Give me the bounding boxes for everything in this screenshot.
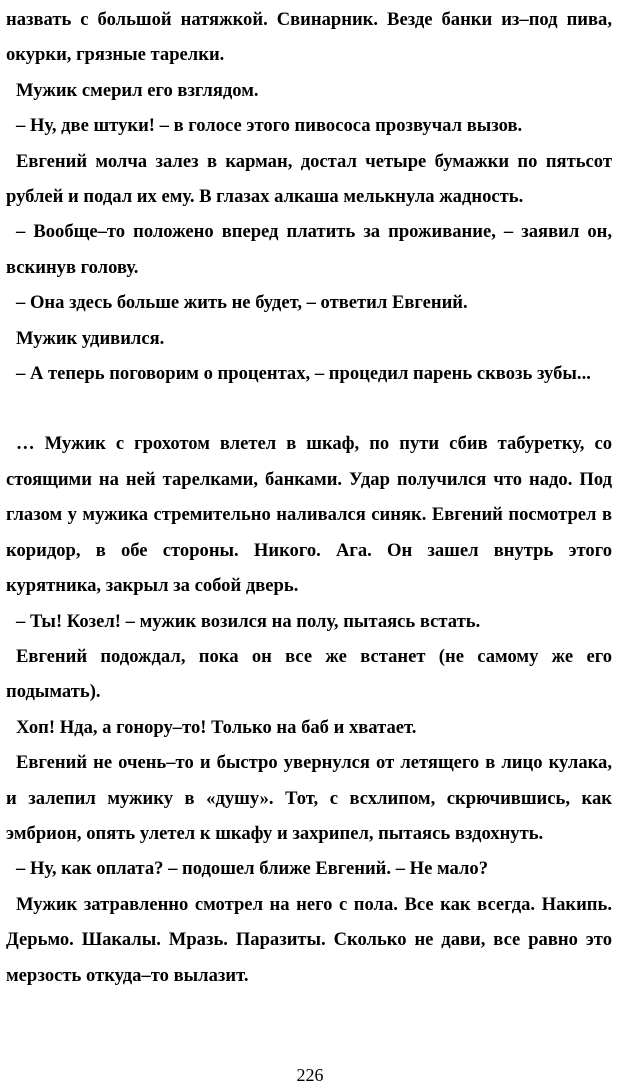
paragraph: Мужик удивился. (16, 327, 165, 349)
paragraph: … Мужик с грохотом влетел в шкаф, по пути сбив табуретку, со стоящими на ней тарелками, банками. Удар получился что надо. Под глазом у мужика стремительно наливался синяк. Евгений посмотрел в коридор, в обе стороны. Никого. Ага. Он зашел внутрь этого курятника, закрыл за собой дверь. (6, 433, 612, 597)
dialogue-line: – Ну, две штуки! – в голосе этого пивососа прозвучал вызов. (16, 115, 523, 137)
dialogue-line: – Вообще–то положено вперед платить за проживание, – заявил он, вскинув голову. (6, 221, 612, 278)
page-number: 226 (296, 1065, 324, 1085)
paragraph: Евгений не очень–то и быстро увернулся от летящего в лицо кулака, и залепил мужику в «душу». Тот, с всхлипом, скрючившись, как эмбрион, опять улетел к шкафу и захрипел, пытаясь вздохнуть. (6, 752, 612, 844)
paragraph-continuation: назвать с большой натяжкой. Свинарник. Везде банки из–под пива, окурки, грязные тарелки. (6, 9, 612, 66)
paragraph: Евгений подождал, пока он все же встанет (не самому же его подымать). (6, 645, 612, 703)
page-body-text (6, 2, 612, 993)
paragraph: Мужик затравленно смотрел на него с пола. Все как всегда. Накипь. Дерьмо. Шакалы. Мразь. Паразиты. Сколько не дави, все равно это мерзость откуда–то вылазит. (6, 893, 612, 986)
paragraph: Евгений молча залез в карман, достал четыре бумажки по пятьсот рублей и подал их ему. В глазах алкаша мелькнула жадность. (6, 150, 612, 208)
dialogue-line: – Ну, как оплата? – подошел ближе Евгений. – Не мало? (16, 858, 489, 880)
dialogue-line: – Ты! Козел! – мужик возился на полу, пытаясь встать. (16, 610, 481, 632)
dialogue-line: – А теперь поговорим о процентах, – процедил парень сквозь зубы... (16, 363, 591, 385)
paragraph: Мужик смерил его взглядом. (16, 79, 259, 101)
dialogue-line: – Она здесь больше жить не будет, – ответил Евгений. (16, 292, 468, 314)
paragraph: Хоп! Нда, а гонору–то! Только на баб и хватает. (16, 716, 417, 738)
